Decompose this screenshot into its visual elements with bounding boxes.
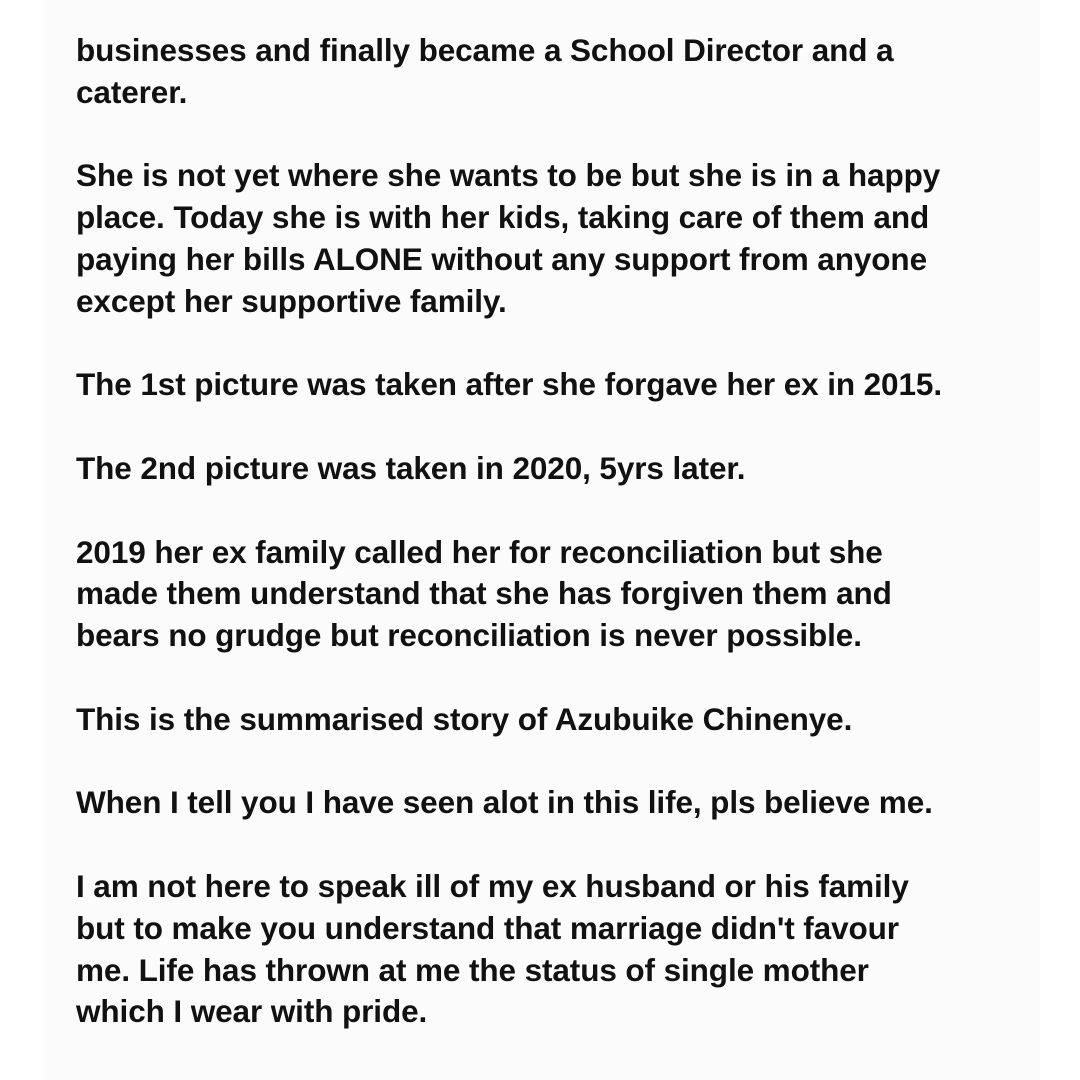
text-line: bears no grudge but reconciliation is never possible. [76,617,862,654]
paragraph-career [76,30,1056,114]
paragraph-first-picture [76,364,1056,406]
text-line: me. Life has thrown at me the status of single mother [76,951,869,988]
text-line: paying her bills ALONE without any support from anyone [76,240,927,277]
text-line: I am not here to speak ill of my ex husband or his family [76,867,909,904]
paragraph-second-picture [76,448,1056,490]
text-line: This is the summarised story of Azubuike Chinenye. [76,700,853,737]
text-line: businesses and finally became a School Director and a [76,32,894,68]
text-line: The 1st picture was taken after she forgave her ex in 2015. [76,366,942,403]
paragraph-reconciliation [76,532,1056,657]
text-line: made them understand that she has forgiven them and [76,575,892,612]
text-line: She is not yet where she wants to be but she is in a happy [76,157,941,194]
paragraph-happy-place [76,155,1056,322]
text-line: which I wear with pride. [76,993,428,1030]
paragraph-believe-me [76,782,1056,824]
note-text-body [76,30,1056,1033]
text-line: caterer. [76,73,188,110]
text-line: When I tell you I have seen alot in this life, pls believe me. [76,784,933,821]
text-line: but to make you understand that marriage didn't favour [76,909,899,946]
text-line: The 2nd picture was taken in 2020, 5yrs later. [76,449,746,486]
text-line: place. Today she is with her kids, taking care of them and [76,199,930,236]
paragraph-single-mother [76,866,1056,1033]
text-line: except her supportive family. [76,282,507,319]
paragraph-summary [76,699,1056,741]
left-margin [0,0,44,1080]
text-line: 2019 her ex family called her for reconciliation but she [76,533,883,570]
